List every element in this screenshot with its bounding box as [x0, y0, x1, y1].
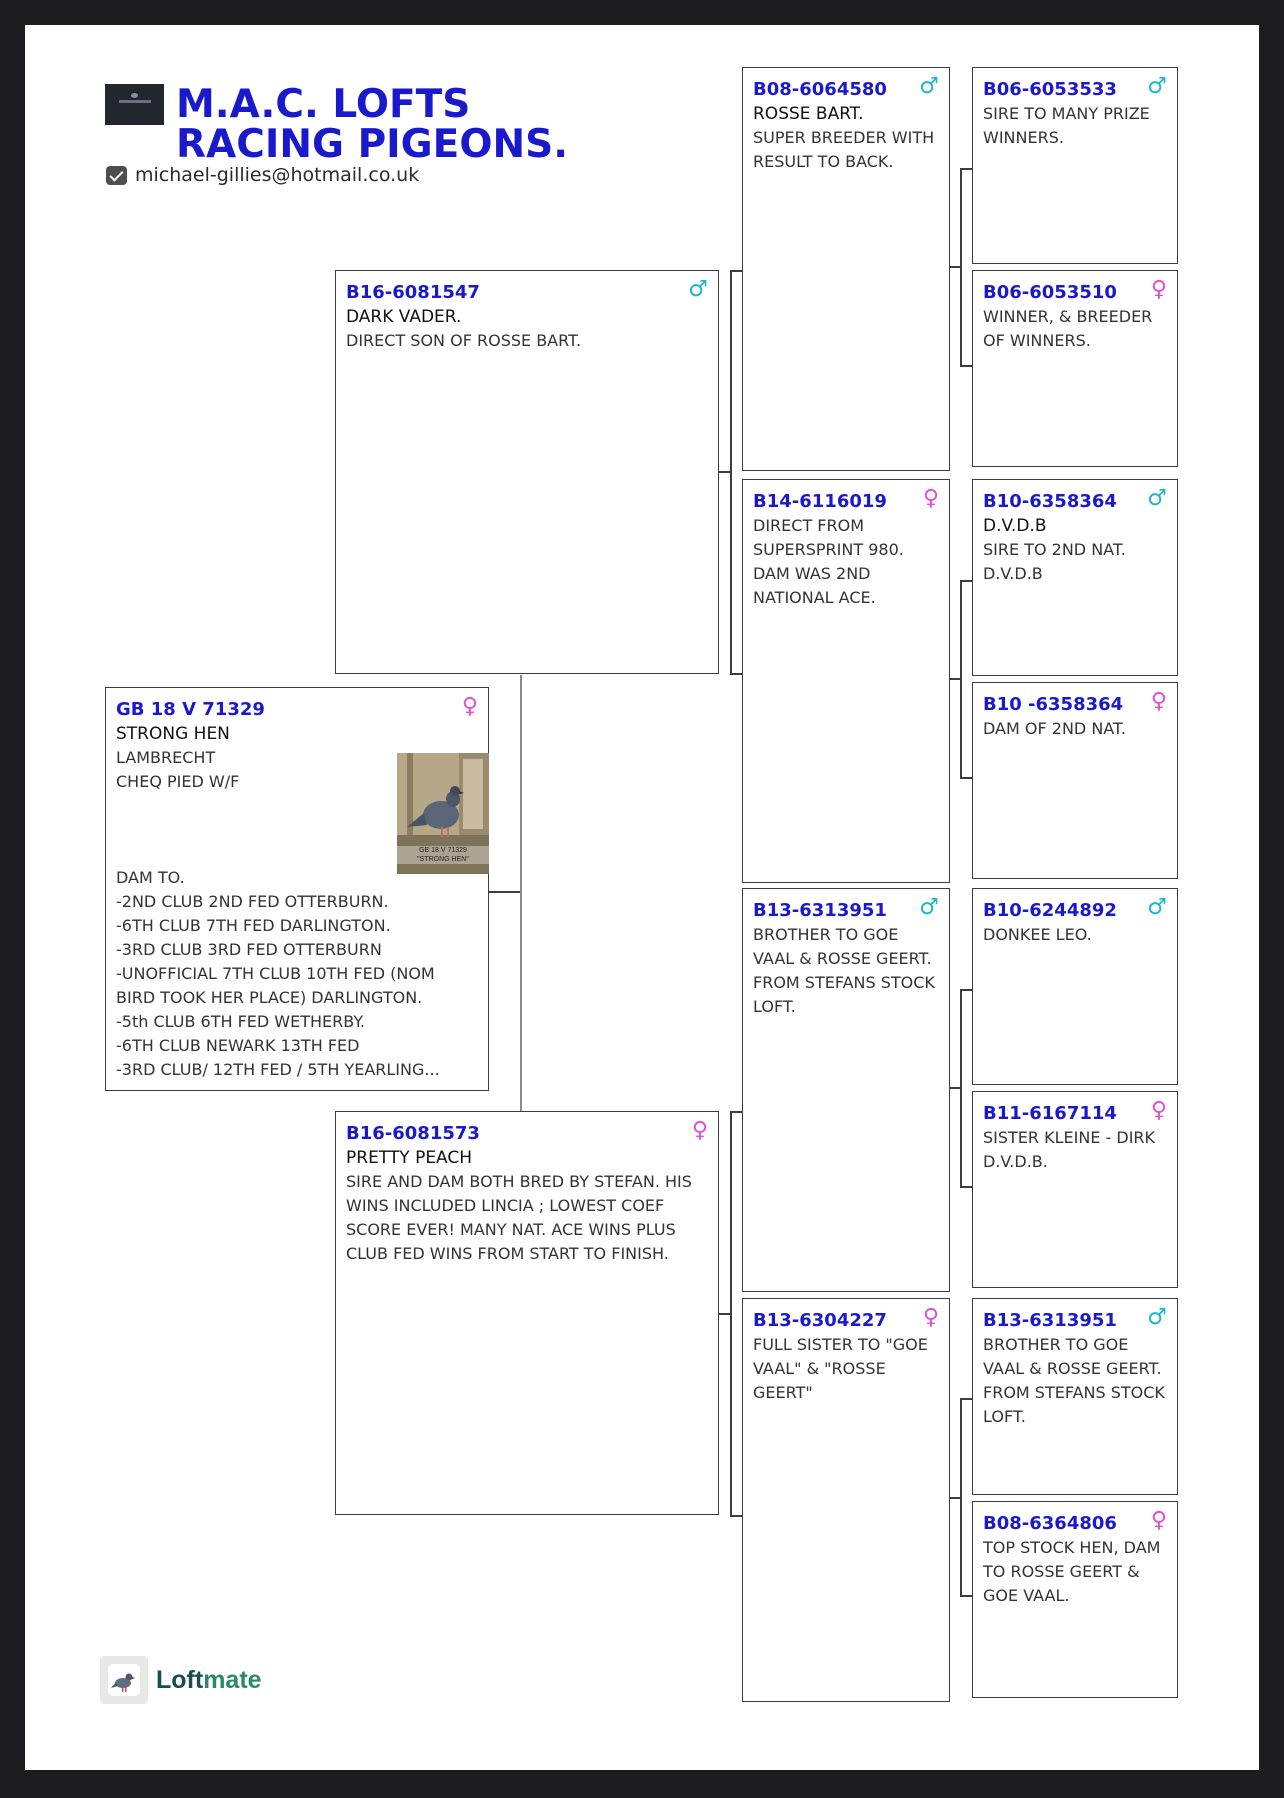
result-line: -3RD CLUB 3RD FED OTTERBURN — [116, 940, 382, 959]
ring-number: B06-6053510 — [983, 282, 1117, 303]
connector — [960, 168, 962, 365]
connector — [960, 1398, 962, 1595]
subject-strain: LAMBRECHT — [116, 748, 216, 767]
male-icon: ♂ — [919, 895, 939, 920]
connector — [718, 1313, 730, 1315]
female-icon: ♀ — [691, 1118, 708, 1143]
connector — [960, 168, 972, 170]
male-icon: ♂ — [1147, 74, 1167, 99]
photo-caption — [397, 846, 489, 864]
photo-caption-ring: GB 18 V 71329 — [419, 847, 467, 854]
subject-ring-number: GB 18 V 71329 — [116, 699, 265, 720]
connector — [960, 1398, 972, 1400]
connector — [730, 673, 742, 675]
connector — [960, 365, 972, 367]
dam-card[interactable] — [335, 1111, 719, 1515]
result-line: -UNOFFICIAL 7TH CLUB 10TH FED (NOM BIRD TOOK HER PLACE) DARLINGTON. — [116, 964, 435, 1007]
female-icon: ♀ — [922, 486, 939, 511]
result-line: DAM TO. — [116, 868, 185, 887]
bird-description: DIRECT FROM SUPERSPRINT 980. DAM WAS 2ND NATIONAL ACE. — [753, 516, 904, 607]
connector — [960, 1186, 972, 1188]
grandparent-card[interactable] — [742, 67, 950, 471]
great-grandparent-card[interactable] — [972, 888, 1178, 1085]
bird-name: D.V.D.B — [983, 516, 1047, 536]
ring-number: B11-6167114 — [983, 1103, 1117, 1124]
male-icon: ♂ — [919, 74, 939, 99]
great-grandparent-card[interactable] — [972, 682, 1178, 879]
subject-color: CHEQ PIED W/F — [116, 772, 240, 791]
grandparent-card[interactable] — [742, 1298, 950, 1702]
ring-number: B13-6313951 — [753, 900, 887, 921]
connector — [488, 891, 520, 893]
bird-description: WINNER, & BREEDER OF WINNERS. — [983, 307, 1153, 350]
loftmate-logo[interactable] — [100, 1656, 262, 1704]
male-icon: ♂ — [1147, 486, 1167, 511]
ring-number: B10-6244892 — [983, 900, 1117, 921]
connector — [730, 1111, 732, 1515]
connector — [960, 580, 972, 582]
connector — [960, 989, 962, 1186]
bird-description: BROTHER TO GOE VAAL & ROSSE GEERT. FROM STEFANS STOCK LOFT. — [983, 1335, 1165, 1426]
connector — [960, 1595, 972, 1597]
bird-description: SIRE TO MANY PRIZE WINNERS. — [983, 104, 1150, 147]
ring-number: B13-6313951 — [983, 1310, 1117, 1331]
ring-number: B06-6053533 — [983, 79, 1117, 100]
loft-logo — [105, 84, 164, 125]
envelope-icon — [106, 166, 127, 185]
female-icon: ♀ — [1150, 277, 1167, 302]
dam-description: SIRE AND DAM BOTH BRED BY STEFAN. HIS WINS INCLUDED LINCIA ; LOWEST COEF SCORE EVER! MANY NAT. ACE WINS PLUS CLUB FED WINS FROM START TO FINISH. — [346, 1172, 692, 1263]
result-line: -6TH CLUB NEWARK 13TH FED — [116, 1036, 360, 1055]
subject-name: STRONG HEN — [116, 724, 230, 744]
dam-name: PRETTY PEACH — [346, 1148, 473, 1168]
brand-part-2: mate — [203, 1665, 262, 1694]
subject-card[interactable] — [105, 687, 489, 1091]
ring-number: B10 -6358364 — [983, 694, 1124, 715]
ring-number: B13-6304227 — [753, 1310, 887, 1331]
grandparent-card[interactable] — [742, 888, 950, 1292]
result-line: -5th CLUB 6TH FED WETHERBY. — [116, 1012, 365, 1031]
female-icon: ♀ — [1150, 1508, 1167, 1533]
great-grandparent-card[interactable] — [972, 1298, 1178, 1495]
great-grandparent-card[interactable] — [972, 479, 1178, 676]
ring-number: B10-6358364 — [983, 491, 1117, 512]
connector — [949, 1087, 960, 1089]
male-icon: ♂ — [688, 277, 708, 302]
great-grandparent-card[interactable] — [972, 270, 1178, 467]
connector — [730, 1515, 742, 1517]
result-line: -3RD CLUB/ 12TH FED / 5TH YEARLING... — [116, 1060, 440, 1079]
email-row[interactable] — [106, 160, 419, 190]
connector — [718, 471, 730, 473]
connector — [949, 266, 960, 268]
bird-description: DONKEE LEO. — [983, 925, 1092, 944]
bird-name: ROSSE BART. — [753, 104, 864, 124]
connector — [730, 1111, 742, 1113]
connector — [960, 777, 972, 779]
connector — [730, 270, 732, 673]
great-grandparent-card[interactable] — [972, 1501, 1178, 1698]
email-address[interactable]: michael-gillies@hotmail.co.uk — [135, 164, 420, 186]
pedigree-sheet — [25, 25, 1259, 1770]
connector — [960, 989, 972, 991]
sire-card[interactable] — [335, 270, 719, 674]
female-icon: ♀ — [922, 1305, 939, 1330]
bird-description: SISTER KLEINE - DIRK D.V.D.B. — [983, 1128, 1156, 1171]
male-icon: ♂ — [1147, 1305, 1167, 1330]
bird-description: TOP STOCK HEN, DAM TO ROSSE GEERT & GOE VAAL. — [983, 1538, 1161, 1605]
bird-description: SUPER BREEDER WITH RESULT TO BACK. — [753, 128, 935, 171]
bird-description: BROTHER TO GOE VAAL & ROSSE GEERT. FROM STEFANS STOCK LOFT. — [753, 925, 935, 1016]
bird-description: DAM OF 2ND NAT. — [983, 719, 1126, 738]
female-icon: ♀ — [461, 694, 478, 719]
female-icon: ♀ — [1150, 1098, 1167, 1123]
male-icon: ♂ — [1147, 895, 1167, 920]
photo-caption-name: "STRONG HEN" — [417, 856, 469, 863]
great-grandparent-card[interactable] — [972, 1091, 1178, 1288]
pigeon-photo[interactable] — [397, 753, 489, 874]
sire-ring-number: B16-6081547 — [346, 282, 480, 303]
connector — [949, 1497, 960, 1499]
dam-ring-number: B16-6081573 — [346, 1123, 480, 1144]
ring-number: B14-6116019 — [753, 491, 887, 512]
bird-description: SIRE TO 2ND NAT. D.V.D.B — [983, 540, 1126, 583]
pigeon-icon — [100, 1656, 148, 1704]
connector — [949, 678, 960, 680]
page-title: M.A.C. LOFTS RACING PIGEONS. — [176, 82, 569, 167]
connector — [730, 270, 742, 272]
connector — [960, 580, 962, 777]
ring-number: B08-6064580 — [753, 79, 887, 100]
result-line: -2ND CLUB 2ND FED OTTERBURN. — [116, 892, 389, 911]
sire-name: DARK VADER. — [346, 307, 462, 327]
connector — [520, 675, 522, 1135]
sire-description: DIRECT SON OF ROSSE BART. — [346, 331, 582, 350]
subject-notes — [116, 866, 478, 1082]
loftmate-wordmark — [156, 1666, 262, 1695]
female-icon: ♀ — [1150, 689, 1167, 714]
great-grandparent-card[interactable] — [972, 67, 1178, 264]
ring-number: B08-6364806 — [983, 1513, 1117, 1534]
grandparent-card[interactable] — [742, 479, 950, 883]
result-line: -6TH CLUB 7TH FED DARLINGTON. — [116, 916, 391, 935]
brand-part-1: Loft — [156, 1665, 204, 1694]
bird-description: FULL SISTER TO "GOE VAAL" & "ROSSE GEERT" — [753, 1335, 928, 1402]
